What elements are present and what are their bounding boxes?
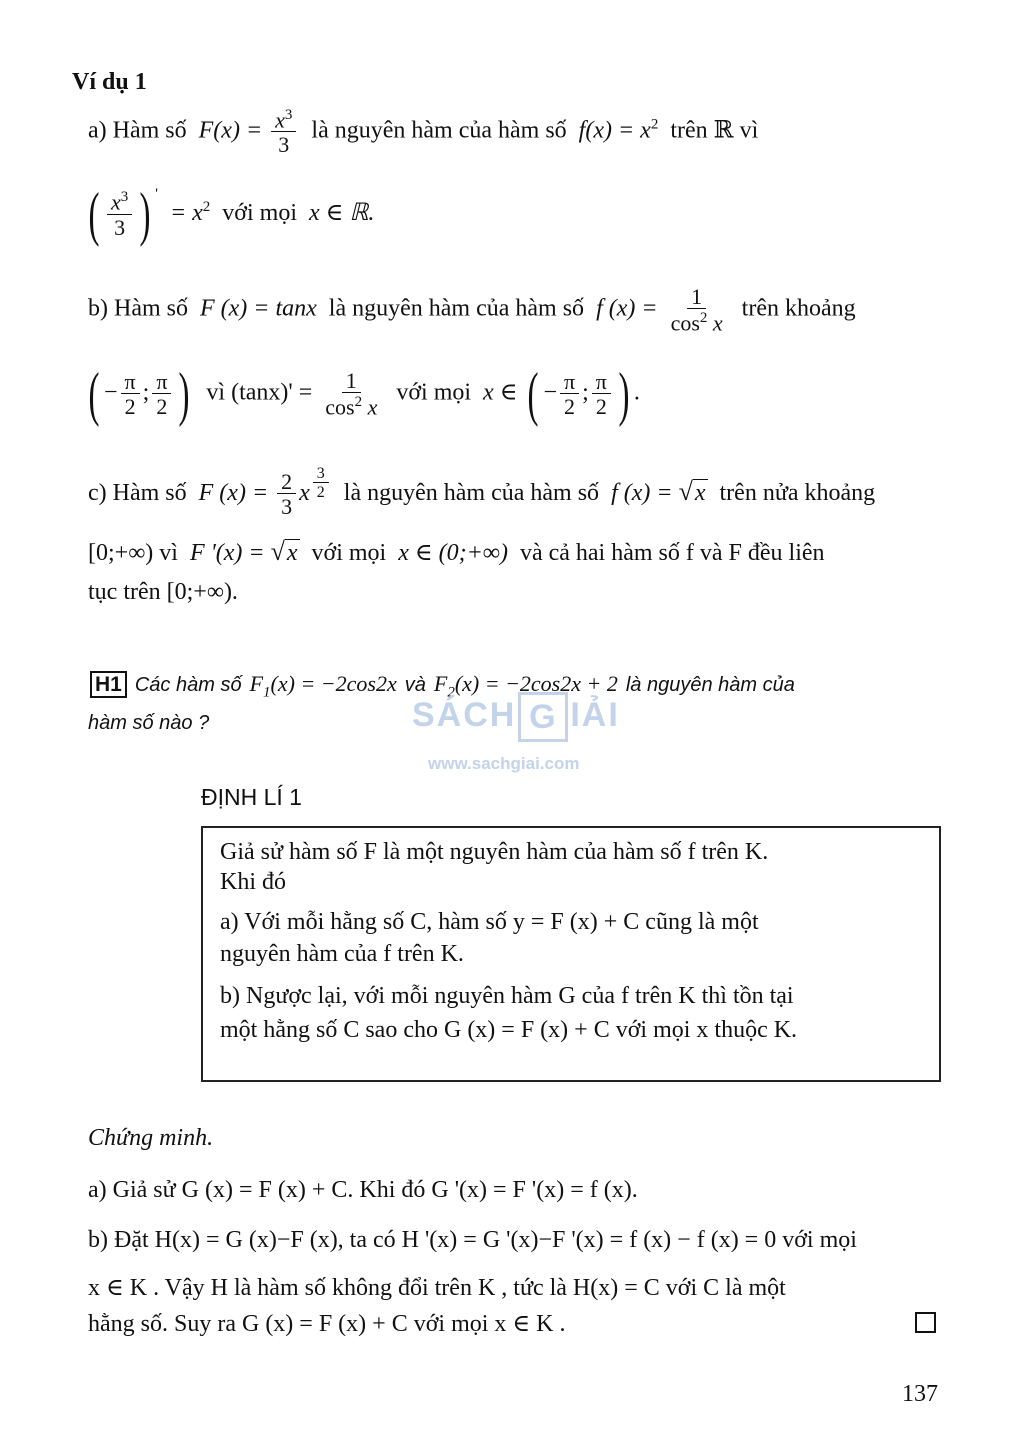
exponent-fraction bbox=[313, 466, 329, 501]
math: 2 bbox=[564, 393, 576, 419]
math: F (x) = tanx bbox=[199, 295, 317, 322]
text: là nguyên hàm của hàm số bbox=[328, 295, 585, 322]
math: F (x) = bbox=[198, 480, 269, 506]
math: x ∈ ℝ. bbox=[309, 200, 375, 226]
fraction bbox=[271, 108, 296, 156]
math: 2 bbox=[595, 393, 607, 419]
math: x bbox=[694, 480, 706, 506]
minus: − bbox=[103, 379, 118, 406]
exponent: 2 bbox=[202, 199, 211, 215]
h1-line2: hàm số nào ? bbox=[88, 712, 210, 734]
h1-tag: H1 bbox=[90, 671, 127, 698]
text: và bbox=[404, 674, 426, 696]
math: cos bbox=[325, 394, 355, 420]
math: π bbox=[592, 371, 611, 394]
watermark-url: www.sachgiai.com bbox=[428, 754, 580, 773]
right-paren: ) bbox=[618, 361, 630, 427]
math: 3 bbox=[281, 493, 293, 519]
math: f (x) = bbox=[596, 295, 658, 322]
exponent: 2 bbox=[650, 116, 659, 133]
theorem-line3: a) Với mỗi hằng số C, hàm số y = F (x) + C cũng là một bbox=[220, 909, 759, 935]
math: π bbox=[560, 371, 579, 394]
math: 3 bbox=[278, 132, 290, 158]
text: vì (tanx)' = bbox=[206, 379, 313, 406]
example-c-line1 bbox=[88, 466, 875, 518]
example-b-line1 bbox=[88, 286, 856, 334]
text: và cả hai hàm số f và F đều liên bbox=[519, 540, 825, 566]
theorem-line2: Khi đó bbox=[220, 869, 286, 895]
theorem-line5: b) Ngược lại, với mỗi nguyên hàm G của f trên K thì tồn tại bbox=[220, 983, 794, 1009]
math: 1 bbox=[687, 286, 706, 309]
text: trên khoảng bbox=[741, 295, 856, 322]
proof-line-b1: b) Đặt H(x) = G (x)−F (x), ta có H '(x) = G '(x)−F '(x) = f (x) − f (x) = 0 với mọi bbox=[88, 1227, 857, 1253]
proof-line-a: a) Giả sử G (x) = F (x) + C. Khi đó G '(x) = F '(x) = f (x). bbox=[88, 1177, 638, 1203]
left-paren: ( bbox=[88, 361, 100, 427]
math: ; bbox=[582, 379, 589, 406]
math: f (x) = bbox=[611, 480, 673, 506]
fraction bbox=[667, 286, 727, 334]
math: F '(x) = bbox=[189, 540, 265, 566]
text: là nguyên hàm của bbox=[625, 674, 795, 696]
text: a) Hàm số bbox=[88, 117, 187, 144]
example-c-line2 bbox=[88, 538, 825, 567]
fraction bbox=[121, 368, 140, 419]
text: c) Hàm số bbox=[88, 480, 187, 506]
example-heading: Ví dụ 1 bbox=[72, 69, 147, 95]
right-paren: ) bbox=[178, 361, 190, 427]
theorem-line6: một hằng số C sao cho G (x) = F (x) + C với mọi x thuộc K. bbox=[220, 1017, 798, 1043]
math: $F_1(x) = -2\cos 2x$ bbox=[249, 671, 397, 701]
proof-title: Chứng minh. bbox=[88, 1125, 214, 1151]
text: trên ℝ vì bbox=[670, 117, 759, 144]
example-a-line2: ( $\frac{x^3}{3}$ ) $' = x^2$ với mọi x ∈ ℝ. bbox=[88, 181, 375, 248]
math: ; bbox=[142, 379, 150, 406]
text: Các hàm số bbox=[134, 674, 242, 696]
fraction bbox=[321, 367, 381, 420]
text: với mọi bbox=[222, 200, 297, 226]
page-number: 137 bbox=[902, 1381, 938, 1407]
math: 2 bbox=[124, 393, 136, 419]
exponent: 3 bbox=[284, 107, 293, 123]
math: 2 bbox=[316, 484, 325, 501]
exponent: 2 bbox=[699, 310, 708, 326]
text: với mọi bbox=[396, 379, 472, 406]
fraction bbox=[152, 368, 171, 419]
fraction bbox=[592, 368, 611, 419]
theorem-title: ĐỊNH LÍ 1 bbox=[201, 784, 302, 810]
example-a-line1 bbox=[88, 108, 758, 156]
math: π bbox=[121, 371, 140, 394]
text: trên nửa khoảng bbox=[719, 480, 876, 506]
text: với mọi bbox=[311, 540, 387, 566]
theorem-line1: Giả sử hàm số F là một nguyên hàm của hàm số f trên K. bbox=[220, 839, 769, 865]
math: 3 bbox=[114, 214, 126, 240]
math: 2 bbox=[277, 471, 296, 494]
fraction bbox=[560, 368, 579, 419]
qed-square-icon bbox=[915, 1312, 936, 1333]
math: x bbox=[110, 189, 121, 215]
watermark-logo: SÁCH G IẢI bbox=[412, 692, 620, 742]
math: x bbox=[367, 394, 378, 420]
math: cos bbox=[670, 310, 700, 336]
proof-line-b3: hằng số. Suy ra G (x) = F (x) + C với mọi x ∈ K . bbox=[88, 1311, 566, 1337]
math: 2 bbox=[156, 393, 168, 419]
text: là nguyên hàm của hàm số bbox=[343, 480, 600, 506]
left-paren: ( bbox=[527, 361, 539, 427]
math: x ∈ (0;+∞) bbox=[398, 540, 508, 566]
left-paren: ( bbox=[88, 181, 100, 248]
exponent: 2 bbox=[354, 393, 363, 410]
math: F(x) = bbox=[198, 117, 263, 144]
math: f(x) = x bbox=[578, 117, 651, 144]
fraction bbox=[107, 190, 132, 238]
math: x bbox=[275, 107, 285, 133]
fraction bbox=[277, 468, 296, 519]
math: 3 bbox=[313, 466, 329, 483]
exponent: 3 bbox=[120, 189, 129, 206]
example-b-line2 bbox=[84, 361, 640, 427]
text: là nguyên hàm của hàm số bbox=[311, 117, 567, 144]
math: π bbox=[152, 371, 171, 394]
math: x ∈ bbox=[483, 379, 518, 406]
math: [0;+∞) vì bbox=[88, 540, 178, 566]
math: 1 bbox=[342, 370, 361, 393]
example-c-line3: tục trên [0;+∞). bbox=[88, 579, 238, 605]
sqrt-sign: √ bbox=[270, 537, 285, 566]
right-paren: ) bbox=[139, 181, 151, 248]
math: x bbox=[299, 480, 310, 506]
math: x bbox=[712, 310, 723, 336]
theorem-line4: nguyên hàm của f trên K. bbox=[220, 941, 464, 967]
minus: − bbox=[543, 379, 557, 406]
math: = x bbox=[169, 200, 203, 226]
period: . bbox=[633, 379, 640, 406]
sqrt-sign: √ bbox=[678, 477, 693, 506]
proof-line-b2: x ∈ K . Vậy H là hàm số không đổi trên K , tức là H(x) = C với C là một bbox=[88, 1275, 786, 1301]
math: x bbox=[286, 540, 298, 566]
text: b) Hàm số bbox=[88, 295, 188, 322]
math: $F_2(x) = -2\cos 2x + 2$ bbox=[433, 671, 618, 701]
